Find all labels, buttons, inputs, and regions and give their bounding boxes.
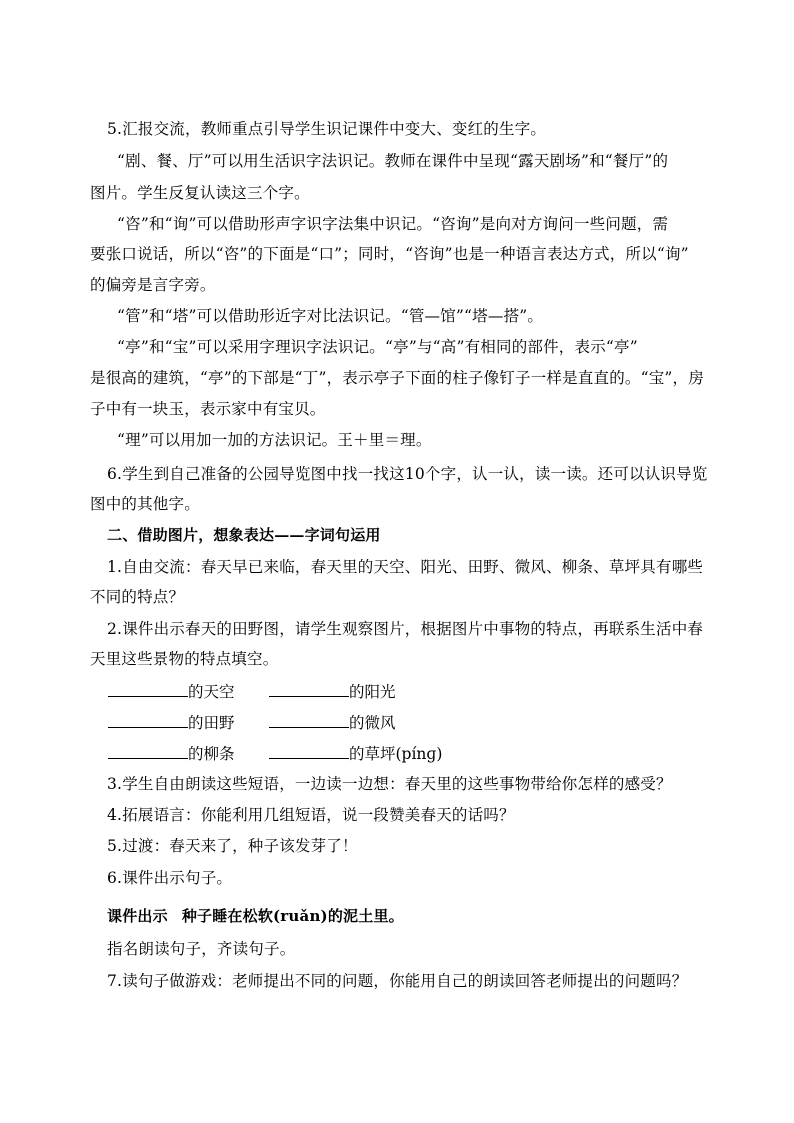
fill-blank-row (108, 712, 396, 733)
fill-label: 的阳光 (349, 683, 396, 701)
paragraph-zi-xun-cont-2: 的偏旁是言字旁。 (90, 276, 216, 294)
fill-label: 的柳条 (188, 745, 235, 763)
paragraph-zi-xun: “咨”和“询”可以借助形声字识字法集中识记。“咨询”是向对方询问一些问题，需 (117, 215, 669, 233)
blank-line (269, 712, 349, 728)
item-2: 2.课件出示春天的田野图，请学生观察图片，根据图片中事物的特点，再联系生活中春 (107, 620, 704, 638)
paragraph-ju-can-ting: “剧、餐、厅”可以用生活识字法识记。教师在课件中呈现“露天剧场”和“餐厅”的 (117, 152, 669, 170)
item-3: 3.学生自由朗读这些短语，一边读一边想：春天里的这些事物带给你怎样的感受？ (107, 775, 672, 793)
item-1: 1.自由交流：春天早已来临，春天里的天空、阳光、田野、微风、柳条、草坪具有哪些 (107, 558, 704, 576)
paragraph-zi-xun-cont-1: 要张口说话，所以“咨”的下面是“口”；同时，“咨询”也是一种语言表达方式，所以“询” (90, 245, 689, 263)
blank-line (108, 743, 188, 759)
fill-label: 的天空 (188, 683, 235, 701)
fill-blank-row (108, 681, 396, 702)
paragraph-6-cont: 图中的其他字。 (90, 495, 200, 513)
courseware-line (107, 906, 404, 926)
paragraph-guan-ta: “管”和“塔”可以借助形近字对比法识记。“管—馆”“塔—搭”。 (117, 307, 544, 325)
item-6: 6.课件出示句子。 (107, 869, 233, 887)
blank-line (108, 681, 188, 697)
fill-label: 的微风 (349, 714, 396, 732)
courseware-label: 课件出示 (107, 907, 168, 925)
section-heading: 二、借助图片，想象表达——字词句运用 (107, 526, 381, 544)
blank-line (269, 681, 349, 697)
item-5: 5.过渡：春天来了，种子该发芽了！ (107, 837, 358, 855)
blank-line (269, 743, 349, 759)
paragraph-li: “理”可以用加一加的方法识记。王＋里＝理。 (117, 431, 432, 449)
paragraph-ting-bao: “亭”和“宝”可以采用字理识字法识记。“亭”与“高”有相同的部件，表示“亭” (117, 338, 638, 356)
item-4: 4.拓展语言：你能利用几组短语，说一段赞美春天的话吗？ (107, 806, 515, 824)
item-1-cont: 不同的特点？ (90, 588, 185, 606)
fill-label: 的田野 (188, 714, 235, 732)
paragraph-ju-can-ting-cont: 图片。学生反复认读这三个字。 (90, 184, 310, 202)
paragraph-ting-bao-cont-1: 是很高的建筑，“亭”的下部是“丁”，表示亭子下面的柱子像钉子一样是直直的。“宝”，房 (90, 369, 704, 387)
blank-line (108, 712, 188, 728)
paragraph-ting-bao-cont-2: 子中有一块玉，表示家中有宝贝。 (90, 400, 326, 418)
fill-label: 的草坪(pínɡ) (349, 745, 443, 763)
paragraph-6: 6.学生到自己准备的公园导览图中找一找这10个字，认一认，读一读。还可以认识导览 (107, 465, 708, 483)
fill-blank-row (108, 743, 443, 764)
item-2-cont: 天里这些景物的特点填空。 (90, 650, 279, 668)
instruction: 指名朗读句子，齐读句子。 (107, 940, 296, 958)
courseware-sentence: 种子睡在松软(ruǎn)的泥土里。 (181, 907, 404, 925)
paragraph-5: 5.汇报交流，教师重点引导学生识记课件中变大、变红的生字。 (107, 120, 547, 138)
item-7: 7.读句子做游戏：老师提出不同的问题，你能用自己的朗读回答老师提出的问题吗？ (107, 972, 688, 990)
